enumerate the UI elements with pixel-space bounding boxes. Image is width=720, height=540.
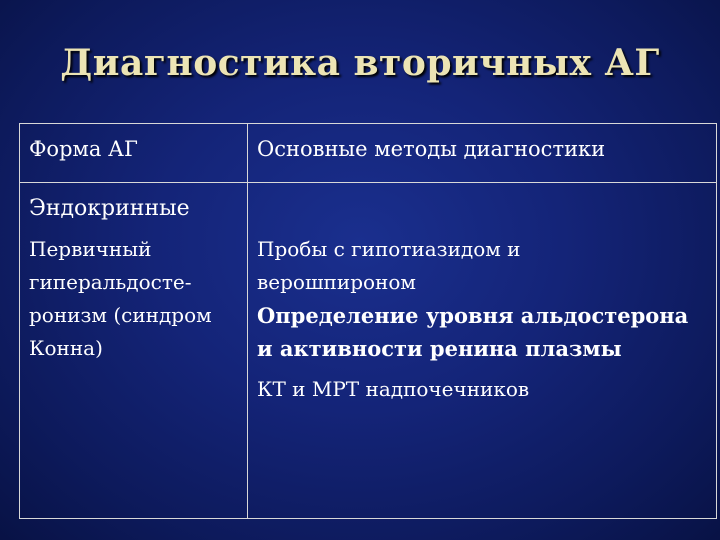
hormone-line: Определение уровня альдостерона	[257, 303, 689, 328]
methods-cell	[257, 233, 707, 406]
imaging-line: КТ и МРТ надпочечников	[257, 377, 530, 401]
form-line: Первичный	[29, 237, 152, 261]
diagnostics-table	[19, 123, 717, 519]
slide-title: Диагностика вторичных АГ	[60, 42, 660, 84]
column-divider	[247, 124, 248, 518]
hormone-line: и активности ренина плазмы	[257, 336, 622, 361]
test-line: Пробы с гипотиазидом и	[257, 237, 521, 261]
form-line: Конна)	[29, 336, 103, 360]
form-line: гиперальдосте-	[29, 270, 192, 294]
test-line: верошпироном	[257, 270, 416, 294]
header-row-divider	[20, 182, 716, 183]
form-line: ронизм (синдром	[29, 303, 212, 327]
form-cell-hyperaldosteronism	[29, 233, 244, 365]
header-form-cell: Форма АГ	[29, 137, 138, 161]
section-label-endocrine: Эндокринные	[29, 196, 190, 221]
header-methods-cell: Основные методы диагностики	[257, 137, 606, 161]
